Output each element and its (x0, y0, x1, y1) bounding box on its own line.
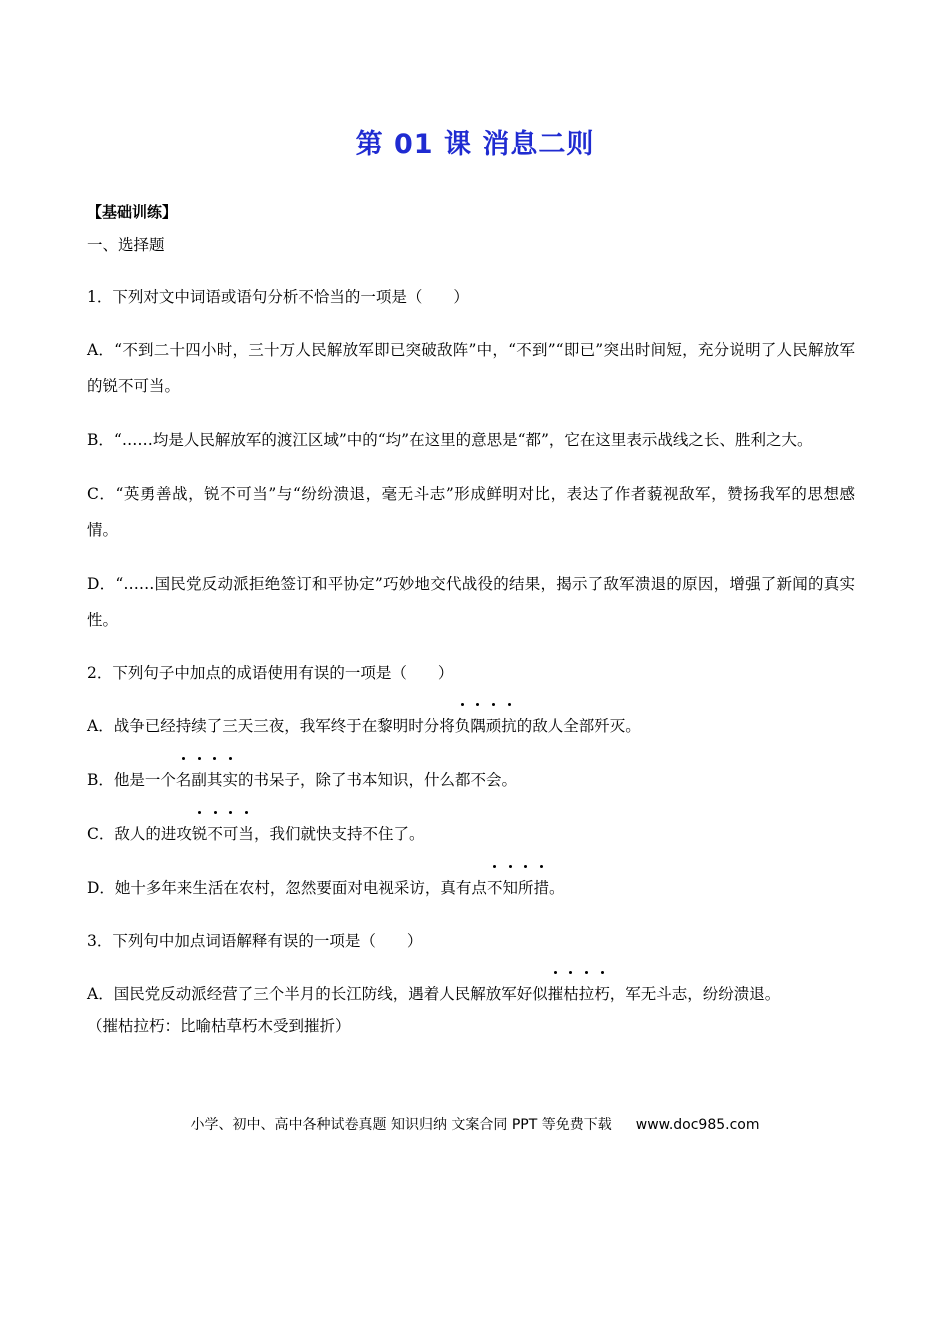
question-2-option-d (87, 870, 855, 906)
question-1-option-c: C．“英勇善战，锐不可当”与“纷纷溃退，毫无斗志”形成鲜明对比，表达了作者藐视敌军，赞扬我军的思想感情。 (87, 485, 855, 539)
dotted-char: 实 (222, 762, 238, 798)
question-1-option-b: B．“……均是人民解放军的渡江区域”中的“均”在这里的意思是“都”，它在这里表示战线之长、胜利之大。 (87, 431, 813, 449)
option-text: C．敌人的进攻 (87, 825, 192, 843)
option-text: 的敌人全部歼灭。 (516, 717, 641, 735)
question-1-stem: 1．下列对文中词语或语句分析不恰当的一项是（ ） (87, 288, 469, 306)
dotted-idiom (455, 717, 517, 735)
dotted-char: 拉 (579, 976, 595, 1012)
dotted-idiom (176, 771, 238, 789)
dotted-char: 顽 (486, 708, 502, 744)
option-text: ，军无斗志，纷纷溃退。 (609, 985, 781, 1003)
question-2-option-a (87, 708, 855, 744)
subsection-heading: 一、选择题 (87, 236, 165, 254)
question-2-stem: 2．下列句子中加点的成语使用有误的一项是（ ） (87, 664, 454, 682)
question-2-option-c (87, 816, 855, 852)
dotted-char: 不 (207, 816, 223, 852)
option-text: 。 (549, 879, 565, 897)
dotted-char: 知 (502, 870, 518, 906)
option-text: A．国民党反动派经营了三个半月的长江防线，遇着人民解放军好似 (87, 985, 548, 1003)
question-2-option-b (87, 762, 855, 798)
dotted-char: 负 (455, 708, 471, 744)
question-1-option-a: A．“不到二十四小时，三十万人民解放军即已突破敌阵”中，“不到”“即已”突出时间短，充分说明了人民解放军的锐不可当。 (87, 341, 855, 395)
dotted-char: 名 (176, 762, 192, 798)
dotted-idiom (487, 879, 549, 897)
option-text: A．战争已经持续了三天三夜，我军终于在黎明时分将 (87, 717, 455, 735)
dotted-idiom (548, 985, 610, 1003)
section-label: 【基础训练】 (87, 203, 178, 221)
dotted-char: 其 (207, 762, 223, 798)
dotted-char: 副 (191, 762, 207, 798)
question-1-option-d: D．“……国民党反动派拒绝签订和平协定”巧妙地交代战役的结果，揭示了敌军溃退的原因，增强了新闻的真实性。 (87, 575, 855, 629)
dotted-idiom (192, 825, 254, 843)
page-footer (0, 1114, 950, 1134)
question-3-option-a-note: （摧枯拉朽：比喻枯草朽木受到摧折） (87, 1017, 351, 1035)
document-body (87, 196, 855, 1040)
dotted-char: 不 (487, 870, 503, 906)
option-text: 的书呆子，除了书本知识，什么都不会。 (237, 771, 517, 789)
footer-url-link[interactable]: www.doc985.com (635, 1117, 760, 1133)
question-3-option-a (87, 976, 855, 1012)
dotted-char: 可 (223, 816, 239, 852)
footer-text: 小学、初中、高中各种试卷真题 知识归纳 文案合同 PPT 等免费下载 (190, 1117, 612, 1133)
question-3-stem: 3．下列句中加点词语解释有误的一项是（ ） (87, 932, 423, 950)
dotted-char: 抗 (501, 708, 517, 744)
option-text: B．他是一个 (87, 771, 176, 789)
dotted-char: 措 (533, 870, 549, 906)
option-text: D．她十多年来生活在农村，忽然要面对电视采访，真有点 (87, 879, 487, 897)
dotted-char: 隅 (470, 708, 486, 744)
dotted-char: 摧 (548, 976, 564, 1012)
option-text: ，我们就快支持不住了。 (253, 825, 425, 843)
dotted-char: 所 (518, 870, 534, 906)
page-title: 第 01 课 消息二则 (355, 129, 595, 160)
dotted-char: 朽 (594, 976, 610, 1012)
dotted-char: 枯 (563, 976, 579, 1012)
dotted-char: 当 (238, 816, 254, 852)
dotted-char: 锐 (192, 816, 208, 852)
